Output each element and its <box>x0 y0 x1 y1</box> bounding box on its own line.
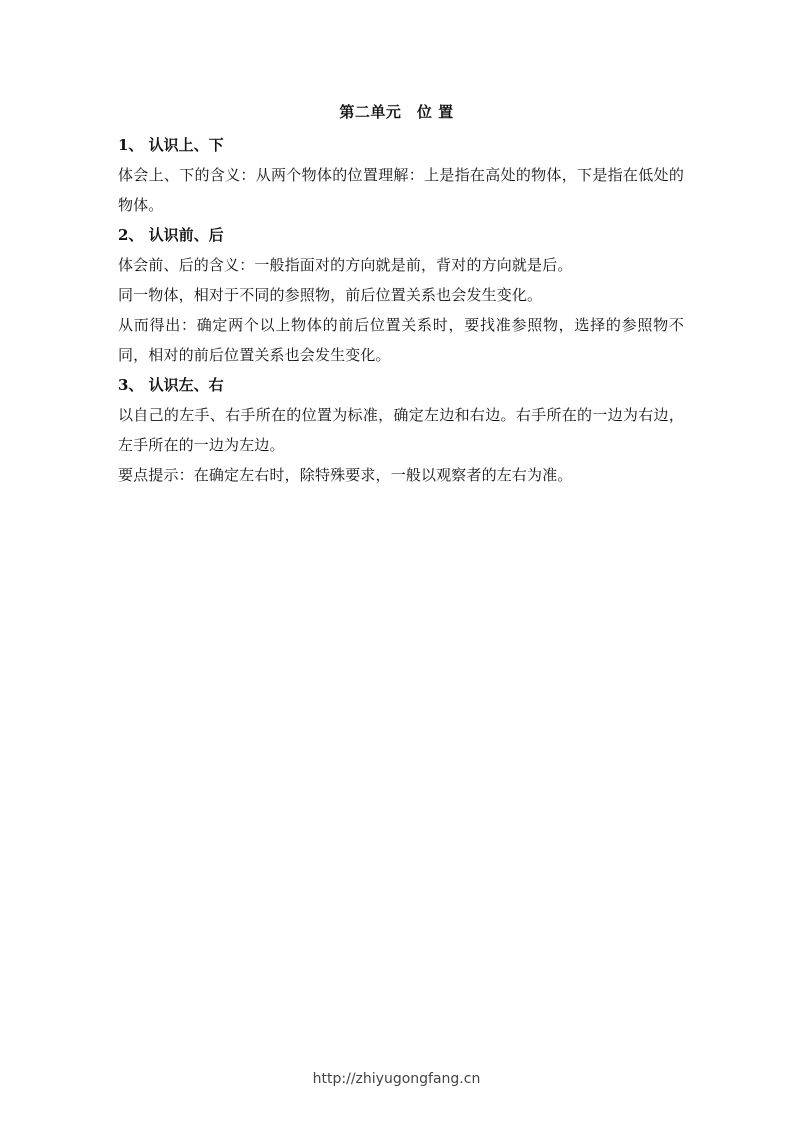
footer-url: http://zhiyugongfang.cn <box>312 1071 481 1087</box>
section-heading: 1、 认识上、下 <box>118 136 224 154</box>
section-heading: 3、 认识左、右 <box>118 376 224 394</box>
paragraph: 要点提示：在确定左右时，除特殊要求，一般以观察者的左右为准。 <box>118 466 573 484</box>
section-left-right <box>118 370 684 490</box>
section-heading: 2、 认识前、后 <box>118 226 224 244</box>
paragraph: 以自己的左手、右手所在的位置为标准，确定左边和右边。右手所在的一边为右边，左手所在的一边为左边。 <box>118 406 684 454</box>
section-up-down <box>118 130 684 220</box>
document-body <box>118 130 684 490</box>
paragraph: 体会前、后的含义：一般指面对的方向就是前，背对的方向就是后。 <box>118 256 573 274</box>
paragraph: 从而得出：确定两个以上物体的前后位置关系时，要找准参照物，选择的参照物不同，相对的前后位置关系也会发生变化。 <box>118 316 684 364</box>
page-title: 第二单元 位 置 <box>339 103 454 121</box>
section-front-back <box>118 220 684 370</box>
paragraph: 同一物体，相对于不同的参照物，前后位置关系也会发生变化。 <box>118 286 543 304</box>
paragraph: 体会上、下的含义：从两个物体的位置理解：上是指在高处的物体，下是指在低处的物体。 <box>118 166 684 214</box>
